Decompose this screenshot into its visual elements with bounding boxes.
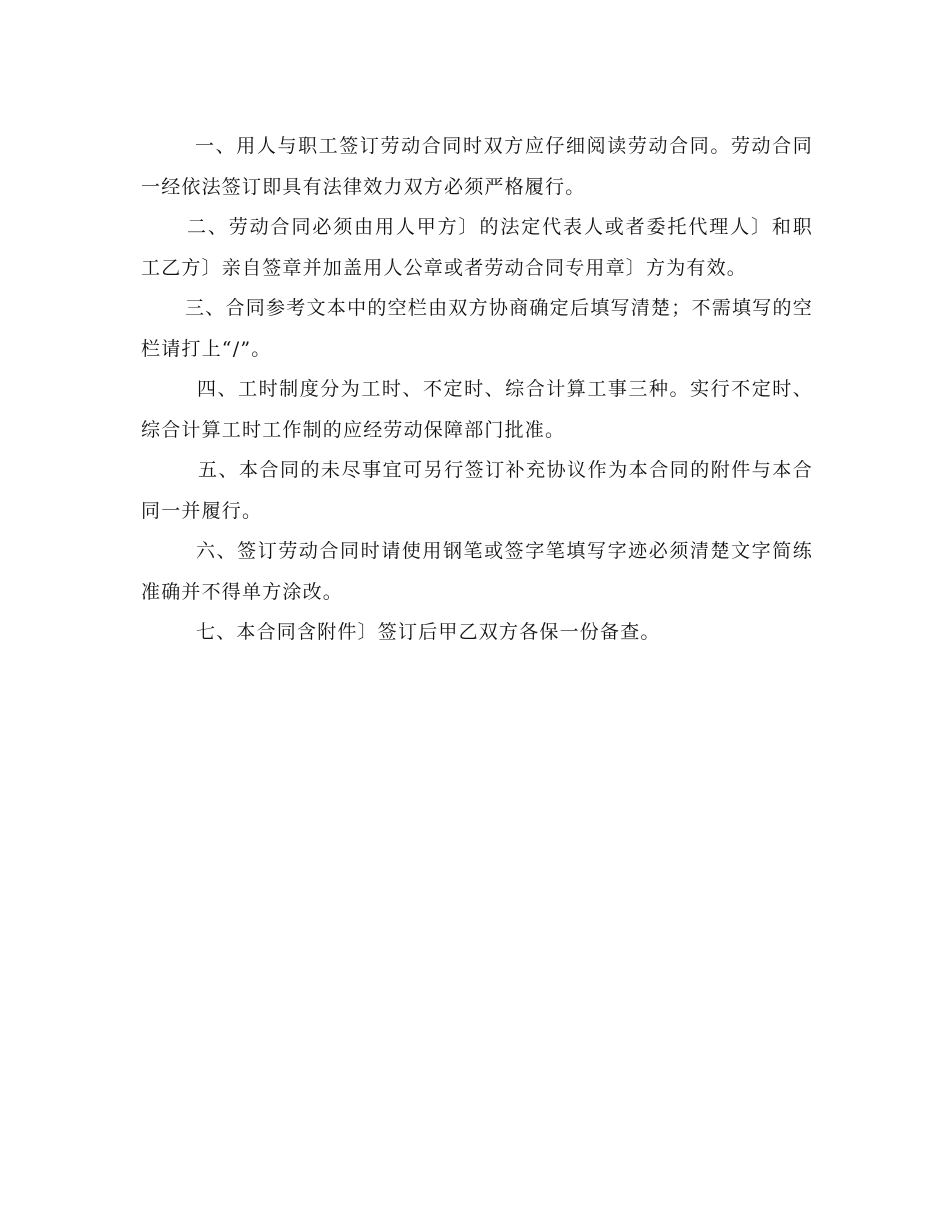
clause-3: 三、合同参考文本中的空栏由双方协商确定后填写清楚；不需填写的空栏请打上“/”。	[141, 297, 813, 360]
clause-4: 四、工时制度分为工时、不定时、综合计算工事三种。实行不定时、综合计算工时工作制的应经劳动保障部门批准。	[141, 378, 813, 441]
clause-6: 六、签订劳动合同时请使用钢笔或签字笔填写字迹必须清楚文字简练准确并不得单方涂改。	[141, 540, 813, 603]
clause-1: 一、用人与职工签订劳动合同时双方应仔细阅读劳动合同。劳动合同一经依法签订即具有法律效力双方必须严格履行。	[141, 135, 813, 198]
clause-2: 二、劳动合同必须由用人甲方〕的法定代表人或者委托代理人〕和职工乙方〕亲自签章并加盖用人公章或者劳动合同专用章〕方为有效。	[141, 216, 813, 279]
contract-notes	[141, 126, 813, 653]
clause-5: 五、本合同的未尽事宜可另行签订补充协议作为本合同的附件与本合同一并履行。	[141, 459, 813, 522]
clause-7: 七、本合同含附件〕签订后甲乙双方各保一份备查。	[196, 621, 661, 643]
